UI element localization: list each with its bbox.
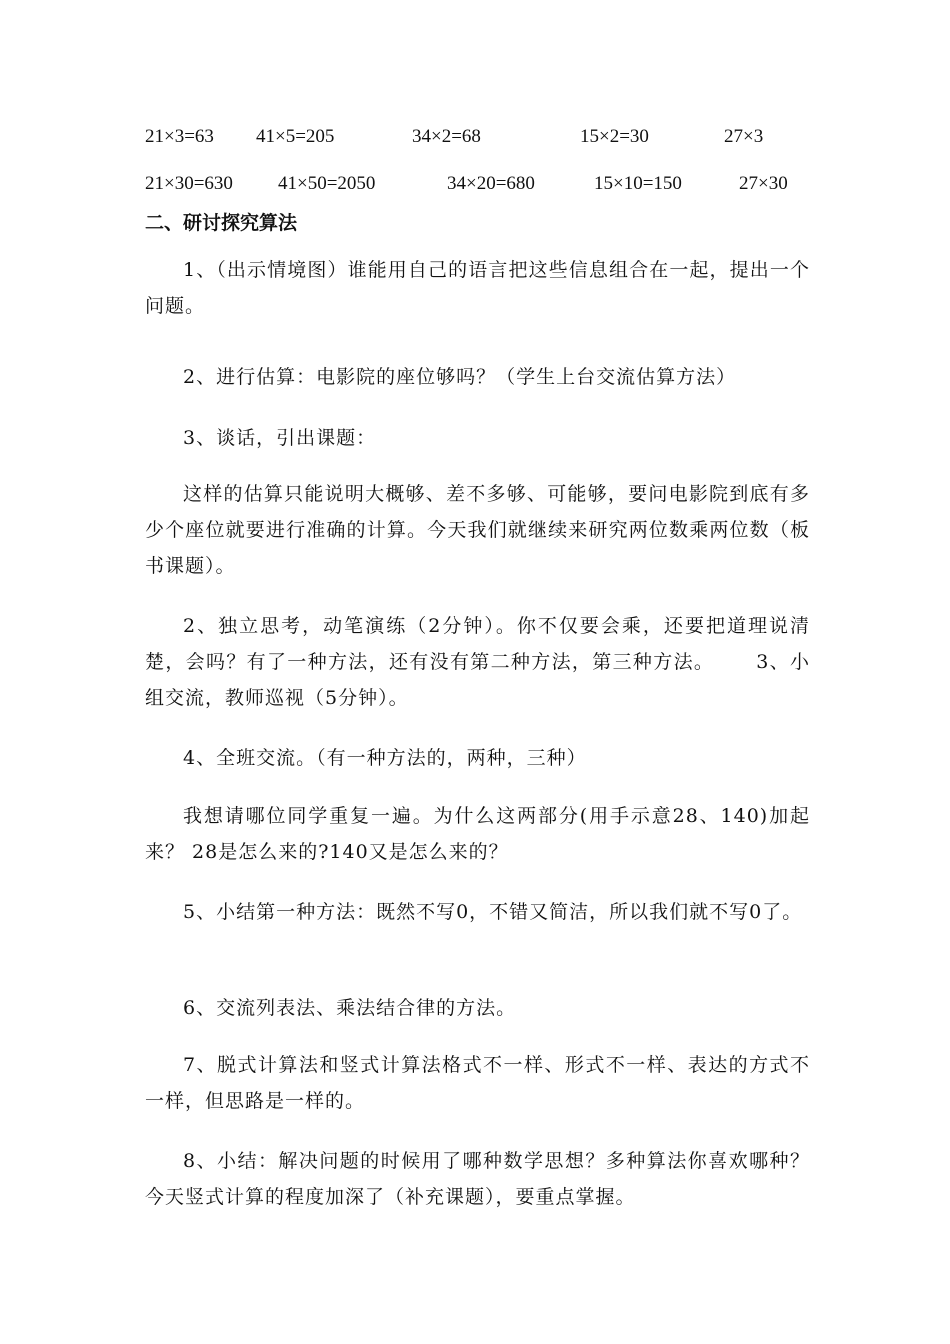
equation: 41×5=205 — [256, 126, 335, 147]
paragraph-1: 1、（出示情境图）谁能用自己的语言把这些信息组合在一起，提出一个问题。 — [145, 259, 810, 317]
equation: 15×10=150 — [594, 173, 682, 194]
equation: 21×30=630 — [145, 173, 233, 194]
equation-row-1 — [0, 126, 950, 156]
equation: 34×2=68 — [412, 126, 481, 147]
paragraph-6: 4、全班交流。（有一种方法的，两种，三种） — [183, 747, 587, 769]
paragraph-5-text: 2、独立思考，动笔演练（2分钟）。你不仅要会乘，还要把道理说清楚，会吗？有了一种方法，还有没有第二种方法，第三种方法。 — [145, 615, 810, 673]
equation: 27×30 — [739, 173, 788, 194]
equation: 15×2=30 — [580, 126, 649, 147]
paragraph-11: 8、小结：解决问题的时候用了哪种数学思想？多种算法你喜欢哪种？今天竖式计算的程度加深了（补充课题），要重点掌握。 — [145, 1150, 810, 1208]
equation: 41×50=2050 — [278, 173, 376, 194]
equation: 21×3=63 — [145, 126, 214, 147]
equation: 34×20=680 — [447, 173, 535, 194]
paragraph-9: 6、交流列表法、乘法结合律的方法。 — [183, 997, 517, 1019]
paragraph-10: 7、脱式计算法和竖式计算法格式不一样、形式不一样、表达的方式不一样，但思路是一样的。 — [145, 1054, 810, 1112]
paragraph-5b-text: 3、小组交流，教师巡视（5分钟）。 — [145, 651, 810, 709]
paragraph-4: 这样的估算只能说明大概够、差不多够、可能够，要问电影院到底有多少个座位就要进行准确的计算。今天我们就继续来研究两位数乘两位数（板书课题）。 — [145, 483, 810, 577]
section-heading: 二、研讨探究算法 — [145, 212, 298, 234]
paragraph-8: 5、小结第一种方法：既然不写0，不错又简洁，所以我们就不写0了。 — [183, 901, 803, 923]
paragraph-5 — [145, 608, 810, 716]
paragraph-2: 2、进行估算：电影院的座位够吗？（学生上台交流估算方法） — [183, 366, 737, 388]
equation-row-2 — [0, 173, 950, 203]
paragraph-3: 3、谈话，引出课题： — [183, 427, 377, 449]
equation: 27×3 — [724, 126, 764, 147]
paragraph-7: 我想请哪位同学重复一遍。为什么这两部分(用手示意28、140)加起来？ 28是怎么来的?140又是怎么来的？ — [145, 805, 810, 863]
